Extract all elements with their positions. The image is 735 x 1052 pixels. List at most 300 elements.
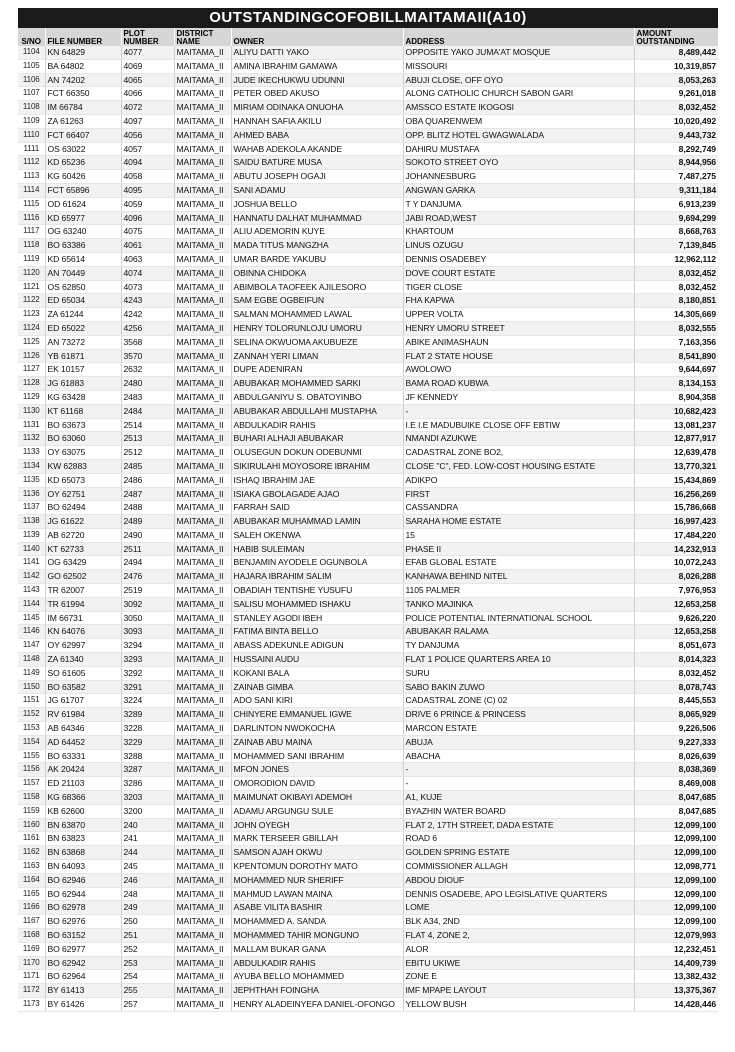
owner-cell: UMAR BARDE YAKUBU: [231, 252, 403, 266]
address-cell: ALOR: [403, 942, 634, 956]
owner-cell: MOHAMMED NUR SHERIFF: [231, 873, 403, 887]
district-cell: MAITAMA_II: [174, 170, 231, 184]
plot-number-cell: 4075: [121, 225, 174, 239]
plot-number-cell: 2519: [121, 584, 174, 598]
sno-cell: 1169: [18, 942, 45, 956]
amount-cell: 8,032,452: [634, 101, 718, 115]
district-cell: MAITAMA_II: [174, 680, 231, 694]
table-row: [18, 59, 718, 73]
district-cell: MAITAMA_II: [174, 956, 231, 970]
district-cell: MAITAMA_II: [174, 87, 231, 101]
table-row: [18, 735, 718, 749]
plot-number-cell: 4242: [121, 308, 174, 322]
amount-cell: 7,139,845: [634, 239, 718, 253]
address-cell: ABDOU DIOUF: [403, 873, 634, 887]
amount-cell: 15,434,869: [634, 473, 718, 487]
district-cell: MAITAMA_II: [174, 749, 231, 763]
district-cell: MAITAMA_II: [174, 349, 231, 363]
sno-cell: 1170: [18, 956, 45, 970]
sno-cell: 1120: [18, 266, 45, 280]
file-number-cell: KT 61168: [45, 404, 121, 418]
address-cell: AMSSCO ESTATE IKOGOSI: [403, 101, 634, 115]
table-row: [18, 777, 718, 791]
table-row: [18, 570, 718, 584]
plot-number-cell: 3568: [121, 335, 174, 349]
file-number-cell: BO 63673: [45, 418, 121, 432]
district-cell: MAITAMA_II: [174, 584, 231, 598]
district-cell: MAITAMA_II: [174, 377, 231, 391]
district-cell: MAITAMA_II: [174, 625, 231, 639]
owner-cell: ASABE VILITA BASHIR: [231, 901, 403, 915]
district-cell: MAITAMA_II: [174, 597, 231, 611]
file-number-cell: AK 20424: [45, 763, 121, 777]
sno-cell: 1155: [18, 749, 45, 763]
file-number-cell: OG 63429: [45, 556, 121, 570]
table-row: [18, 501, 718, 515]
district-cell: MAITAMA_II: [174, 611, 231, 625]
table-row: [18, 597, 718, 611]
owner-cell: PETER OBED AKUSO: [231, 87, 403, 101]
table-row: [18, 101, 718, 115]
file-number-cell: BY 61413: [45, 984, 121, 998]
amount-cell: 14,232,913: [634, 542, 718, 556]
sno-cell: 1106: [18, 73, 45, 87]
amount-cell: 8,026,639: [634, 749, 718, 763]
table-row: [18, 791, 718, 805]
table-row: [18, 666, 718, 680]
header-district-name: [174, 28, 231, 46]
plot-number-cell: 3224: [121, 694, 174, 708]
district-cell: MAITAMA_II: [174, 239, 231, 253]
district-cell: MAITAMA_II: [174, 804, 231, 818]
owner-cell: AHMED BABA: [231, 128, 403, 142]
address-cell: NMANDI AZUKWE: [403, 432, 634, 446]
owner-cell: MALLAM BUKAR GANA: [231, 942, 403, 956]
plot-number-cell: 4061: [121, 239, 174, 253]
sno-cell: 1110: [18, 128, 45, 142]
plot-number-cell: 2488: [121, 501, 174, 515]
plot-number-cell: 3203: [121, 791, 174, 805]
district-cell: MAITAMA_II: [174, 763, 231, 777]
header-address: ADDRESS: [403, 28, 634, 46]
table-row: [18, 183, 718, 197]
address-cell: JF KENNEDY: [403, 390, 634, 404]
owner-cell: ADO SANI KIRI: [231, 694, 403, 708]
amount-cell: 12,099,100: [634, 915, 718, 929]
district-cell: MAITAMA_II: [174, 970, 231, 984]
amount-cell: 7,487,275: [634, 170, 718, 184]
plot-number-cell: 257: [121, 997, 174, 1011]
plot-number-cell: 2511: [121, 542, 174, 556]
sno-cell: 1160: [18, 818, 45, 832]
sno-cell: 1173: [18, 997, 45, 1011]
plot-number-cell: 3291: [121, 680, 174, 694]
table-row: [18, 487, 718, 501]
district-cell: MAITAMA_II: [174, 114, 231, 128]
file-number-cell: GO 62502: [45, 570, 121, 584]
plot-number-cell: 3200: [121, 804, 174, 818]
sno-cell: 1158: [18, 791, 45, 805]
sno-cell: 1115: [18, 197, 45, 211]
file-number-cell: BO 62494: [45, 501, 121, 515]
sno-cell: 1139: [18, 528, 45, 542]
file-number-cell: AN 70449: [45, 266, 121, 280]
owner-cell: OBADIAH TENTISHE YUSUFU: [231, 584, 403, 598]
sno-cell: 1125: [18, 335, 45, 349]
owner-cell: WAHAB ADEKOLA AKANDE: [231, 142, 403, 156]
plot-number-cell: 3570: [121, 349, 174, 363]
amount-cell: 12,099,100: [634, 887, 718, 901]
owner-cell: SAMSON AJAH OKWU: [231, 846, 403, 860]
district-cell: MAITAMA_II: [174, 777, 231, 791]
sno-cell: 1163: [18, 860, 45, 874]
district-cell: MAITAMA_II: [174, 183, 231, 197]
table-row: [18, 294, 718, 308]
district-cell: MAITAMA_II: [174, 915, 231, 929]
sno-cell: 1137: [18, 501, 45, 515]
sno-cell: 1136: [18, 487, 45, 501]
plot-number-cell: 252: [121, 942, 174, 956]
owner-cell: JOSHUA BELLO: [231, 197, 403, 211]
file-number-cell: EK 10157: [45, 363, 121, 377]
address-cell: KHARTOUM: [403, 225, 634, 239]
table-row: [18, 170, 718, 184]
table-row: [18, 390, 718, 404]
owner-cell: BENJAMIN AYODELE OGUNBOLA: [231, 556, 403, 570]
district-cell: MAITAMA_II: [174, 735, 231, 749]
address-cell: DENNIS OSADEBEY: [403, 252, 634, 266]
district-cell: MAITAMA_II: [174, 142, 231, 156]
address-cell: FLAT 2, 17TH STREET, DADA ESTATE: [403, 818, 634, 832]
district-cell: MAITAMA_II: [174, 722, 231, 736]
plot-number-cell: 3293: [121, 653, 174, 667]
address-cell: -: [403, 763, 634, 777]
amount-cell: 8,032,555: [634, 321, 718, 335]
plot-number-cell: 3093: [121, 625, 174, 639]
file-number-cell: JG 61622: [45, 515, 121, 529]
amount-cell: 8,541,890: [634, 349, 718, 363]
sno-cell: 1168: [18, 929, 45, 943]
address-cell: JABI ROAD,WEST: [403, 211, 634, 225]
table-row: [18, 708, 718, 722]
address-cell: GOLDEN SPRING ESTATE: [403, 846, 634, 860]
plot-number-cell: 2483: [121, 390, 174, 404]
amount-cell: 12,639,478: [634, 446, 718, 460]
district-cell: MAITAMA_II: [174, 308, 231, 322]
owner-cell: BUHARI ALHAJI ABUBAKAR: [231, 432, 403, 446]
sno-cell: 1118: [18, 239, 45, 253]
plot-number-cell: 4094: [121, 156, 174, 170]
owner-cell: ABIMBOLA TAOFEEK AJILESORO: [231, 280, 403, 294]
plot-number-cell: 240: [121, 818, 174, 832]
table-row: [18, 749, 718, 763]
file-number-cell: ED 65034: [45, 294, 121, 308]
file-number-cell: AD 64452: [45, 735, 121, 749]
owner-cell: HANNAH SAFIA AKILU: [231, 114, 403, 128]
address-cell: ADIKPO: [403, 473, 634, 487]
header-plot-line1: PLOT: [123, 29, 145, 38]
amount-cell: 16,997,423: [634, 515, 718, 529]
address-cell: SABO BAKIN ZUWO: [403, 680, 634, 694]
owner-cell: STANLEY AGODI IBEH: [231, 611, 403, 625]
sno-cell: 1135: [18, 473, 45, 487]
address-cell: ABUJA: [403, 735, 634, 749]
district-cell: MAITAMA_II: [174, 653, 231, 667]
amount-cell: 8,053,263: [634, 73, 718, 87]
table-row: [18, 680, 718, 694]
address-cell: OBA QUARENWEM: [403, 114, 634, 128]
file-number-cell: BN 63868: [45, 846, 121, 860]
table-row: [18, 515, 718, 529]
address-cell: ABACHA: [403, 749, 634, 763]
plot-number-cell: 4066: [121, 87, 174, 101]
address-cell: OPP. BLITZ HOTEL GWAGWALADA: [403, 128, 634, 142]
table-row: [18, 335, 718, 349]
amount-cell: 12,099,100: [634, 818, 718, 832]
sno-cell: 1134: [18, 459, 45, 473]
header-plot-number: [121, 28, 174, 46]
file-number-cell: IM 66731: [45, 611, 121, 625]
amount-cell: 8,051,673: [634, 639, 718, 653]
sno-cell: 1161: [18, 832, 45, 846]
owner-cell: JOHN OYEGH: [231, 818, 403, 832]
sno-cell: 1128: [18, 377, 45, 391]
sno-cell: 1151: [18, 694, 45, 708]
sno-cell: 1119: [18, 252, 45, 266]
address-cell: ALONG CATHOLIC CHURCH SABON GARI: [403, 87, 634, 101]
sno-cell: 1112: [18, 156, 45, 170]
plot-number-cell: 4074: [121, 266, 174, 280]
owner-cell: ABDULKADIR RAHIS: [231, 418, 403, 432]
plot-number-cell: 4058: [121, 170, 174, 184]
file-number-cell: KW 62883: [45, 459, 121, 473]
district-cell: MAITAMA_II: [174, 873, 231, 887]
file-number-cell: OY 63075: [45, 446, 121, 460]
amount-cell: 12,079,993: [634, 929, 718, 943]
sno-cell: 1157: [18, 777, 45, 791]
file-number-cell: KN 64829: [45, 46, 121, 59]
table-row: [18, 473, 718, 487]
district-cell: MAITAMA_II: [174, 929, 231, 943]
table-row: [18, 915, 718, 929]
address-cell: IMF MPAPE LAYOUT: [403, 984, 634, 998]
file-number-cell: BO 63152: [45, 929, 121, 943]
amount-cell: 8,445,553: [634, 694, 718, 708]
owner-cell: OBINNA CHIDOKA: [231, 266, 403, 280]
plot-number-cell: 2487: [121, 487, 174, 501]
sno-cell: 1104: [18, 46, 45, 59]
file-number-cell: BO 63386: [45, 239, 121, 253]
plot-number-cell: 244: [121, 846, 174, 860]
owner-cell: MOHAMMED SANI IBRAHIM: [231, 749, 403, 763]
amount-cell: 14,409,739: [634, 956, 718, 970]
district-cell: MAITAMA_II: [174, 832, 231, 846]
amount-cell: 17,484,220: [634, 528, 718, 542]
district-cell: MAITAMA_II: [174, 280, 231, 294]
address-cell: FLAT 2 STATE HOUSE: [403, 349, 634, 363]
file-number-cell: KG 63428: [45, 390, 121, 404]
address-cell: 15: [403, 528, 634, 542]
plot-number-cell: 3292: [121, 666, 174, 680]
sno-cell: 1133: [18, 446, 45, 460]
owner-cell: JUDE IKECHUKWU UDUNNI: [231, 73, 403, 87]
file-number-cell: BN 63823: [45, 832, 121, 846]
plot-number-cell: 2494: [121, 556, 174, 570]
address-cell: AWOLOWO: [403, 363, 634, 377]
plot-number-cell: 2476: [121, 570, 174, 584]
plot-number-cell: 3289: [121, 708, 174, 722]
file-number-cell: ED 65022: [45, 321, 121, 335]
table-row: [18, 308, 718, 322]
amount-cell: 8,904,358: [634, 390, 718, 404]
table-row: [18, 197, 718, 211]
table-row: [18, 584, 718, 598]
address-cell: UPPER VOLTA: [403, 308, 634, 322]
address-cell: FLAT 4, ZONE 2,: [403, 929, 634, 943]
owner-cell: SAM EGBE OGBEIFUN: [231, 294, 403, 308]
file-number-cell: SO 61605: [45, 666, 121, 680]
amount-cell: 9,227,333: [634, 735, 718, 749]
plot-number-cell: 4243: [121, 294, 174, 308]
file-number-cell: BA 64802: [45, 59, 121, 73]
owner-cell: ABDULGANIYU S. OBATOYINBO: [231, 390, 403, 404]
amount-cell: 13,081,237: [634, 418, 718, 432]
amount-cell: 14,305,669: [634, 308, 718, 322]
owner-cell: ABUBAKAR MOHAMMED SARKI: [231, 377, 403, 391]
sno-cell: 1126: [18, 349, 45, 363]
sno-cell: 1111: [18, 142, 45, 156]
amount-cell: 6,913,239: [634, 197, 718, 211]
sno-cell: 1167: [18, 915, 45, 929]
table-row: [18, 942, 718, 956]
district-cell: MAITAMA_II: [174, 252, 231, 266]
sno-cell: 1146: [18, 625, 45, 639]
table-row: [18, 956, 718, 970]
page-title: OUTSTANDINGCOFOBILLMAITAMAII(A10): [18, 8, 718, 28]
district-cell: MAITAMA_II: [174, 984, 231, 998]
owner-cell: HAJARA IBRAHIM SALIM: [231, 570, 403, 584]
amount-cell: 8,489,442: [634, 46, 718, 59]
plot-number-cell: 3286: [121, 777, 174, 791]
district-cell: MAITAMA_II: [174, 390, 231, 404]
sno-cell: 1107: [18, 87, 45, 101]
address-cell: PHASE II: [403, 542, 634, 556]
file-number-cell: KG 68366: [45, 791, 121, 805]
amount-cell: 9,311,184: [634, 183, 718, 197]
table-row: [18, 846, 718, 860]
address-cell: ROAD 6: [403, 832, 634, 846]
amount-cell: 8,065,929: [634, 708, 718, 722]
file-number-cell: BO 62942: [45, 956, 121, 970]
document-page: [18, 8, 718, 1012]
table-row: [18, 280, 718, 294]
sno-cell: 1150: [18, 680, 45, 694]
plot-number-cell: 4095: [121, 183, 174, 197]
district-cell: MAITAMA_II: [174, 818, 231, 832]
address-cell: MISSOURI: [403, 59, 634, 73]
file-number-cell: BO 63060: [45, 432, 121, 446]
address-cell: BAMA ROAD KUBWA: [403, 377, 634, 391]
address-cell: ABUJI CLOSE, OFF OYO: [403, 73, 634, 87]
district-cell: MAITAMA_II: [174, 708, 231, 722]
amount-cell: 12,962,112: [634, 252, 718, 266]
amount-cell: 8,026,288: [634, 570, 718, 584]
amount-cell: 8,032,452: [634, 266, 718, 280]
sno-cell: 1129: [18, 390, 45, 404]
district-cell: MAITAMA_II: [174, 446, 231, 460]
file-number-cell: YB 61871: [45, 349, 121, 363]
file-number-cell: BO 62978: [45, 901, 121, 915]
sno-cell: 1116: [18, 211, 45, 225]
district-cell: MAITAMA_II: [174, 73, 231, 87]
file-number-cell: ZA 61244: [45, 308, 121, 322]
header-plot-line2: NUMBER: [123, 37, 159, 46]
owner-cell: ADAMU ARGUNGU SULE: [231, 804, 403, 818]
owner-cell: ABDULKADIR RAHIS: [231, 956, 403, 970]
table-row: [18, 887, 718, 901]
owner-cell: SIKIRULAHI MOYOSORE IBRAHIM: [231, 459, 403, 473]
address-cell: I.E I.E MADUBUIKE CLOSE OFF EBTIW: [403, 418, 634, 432]
owner-cell: SANI ADAMU: [231, 183, 403, 197]
owner-cell: ZAINAB ABU MAINA: [231, 735, 403, 749]
district-cell: MAITAMA_II: [174, 556, 231, 570]
table-row: [18, 997, 718, 1011]
table-row: [18, 404, 718, 418]
owner-cell: DUPE ADENIRAN: [231, 363, 403, 377]
file-number-cell: FCT 65896: [45, 183, 121, 197]
table-row: [18, 446, 718, 460]
sno-cell: 1140: [18, 542, 45, 556]
file-number-cell: TR 62007: [45, 584, 121, 598]
sno-cell: 1164: [18, 873, 45, 887]
district-cell: MAITAMA_II: [174, 432, 231, 446]
plot-number-cell: 4057: [121, 142, 174, 156]
address-cell: ZONE E: [403, 970, 634, 984]
district-cell: MAITAMA_II: [174, 501, 231, 515]
sno-cell: 1148: [18, 653, 45, 667]
table-row: [18, 860, 718, 874]
address-cell: JOHANNESBURG: [403, 170, 634, 184]
file-number-cell: ED 21103: [45, 777, 121, 791]
plot-number-cell: 2632: [121, 363, 174, 377]
amount-cell: 7,163,356: [634, 335, 718, 349]
table-row: [18, 142, 718, 156]
address-cell: A1, KUJE: [403, 791, 634, 805]
district-cell: MAITAMA_II: [174, 860, 231, 874]
address-cell: ABIKE ANIMASHAUN: [403, 335, 634, 349]
file-number-cell: BO 63331: [45, 749, 121, 763]
address-cell: MARCON ESTATE: [403, 722, 634, 736]
file-number-cell: AB 64346: [45, 722, 121, 736]
amount-cell: 16,256,269: [634, 487, 718, 501]
file-number-cell: AN 74202: [45, 73, 121, 87]
file-number-cell: TR 61994: [45, 597, 121, 611]
table-row: [18, 984, 718, 998]
sno-cell: 1145: [18, 611, 45, 625]
address-cell: FHA KAPWA: [403, 294, 634, 308]
owner-cell: HABIB SULEIMAN: [231, 542, 403, 556]
file-number-cell: BN 63870: [45, 818, 121, 832]
amount-cell: 10,072,243: [634, 556, 718, 570]
sno-cell: 1156: [18, 763, 45, 777]
table-row: [18, 832, 718, 846]
table-header-row: [18, 28, 718, 46]
sno-cell: 1138: [18, 515, 45, 529]
address-cell: SOKOTO STREET OYO: [403, 156, 634, 170]
district-cell: MAITAMA_II: [174, 846, 231, 860]
amount-cell: 8,032,452: [634, 280, 718, 294]
address-cell: LOME: [403, 901, 634, 915]
